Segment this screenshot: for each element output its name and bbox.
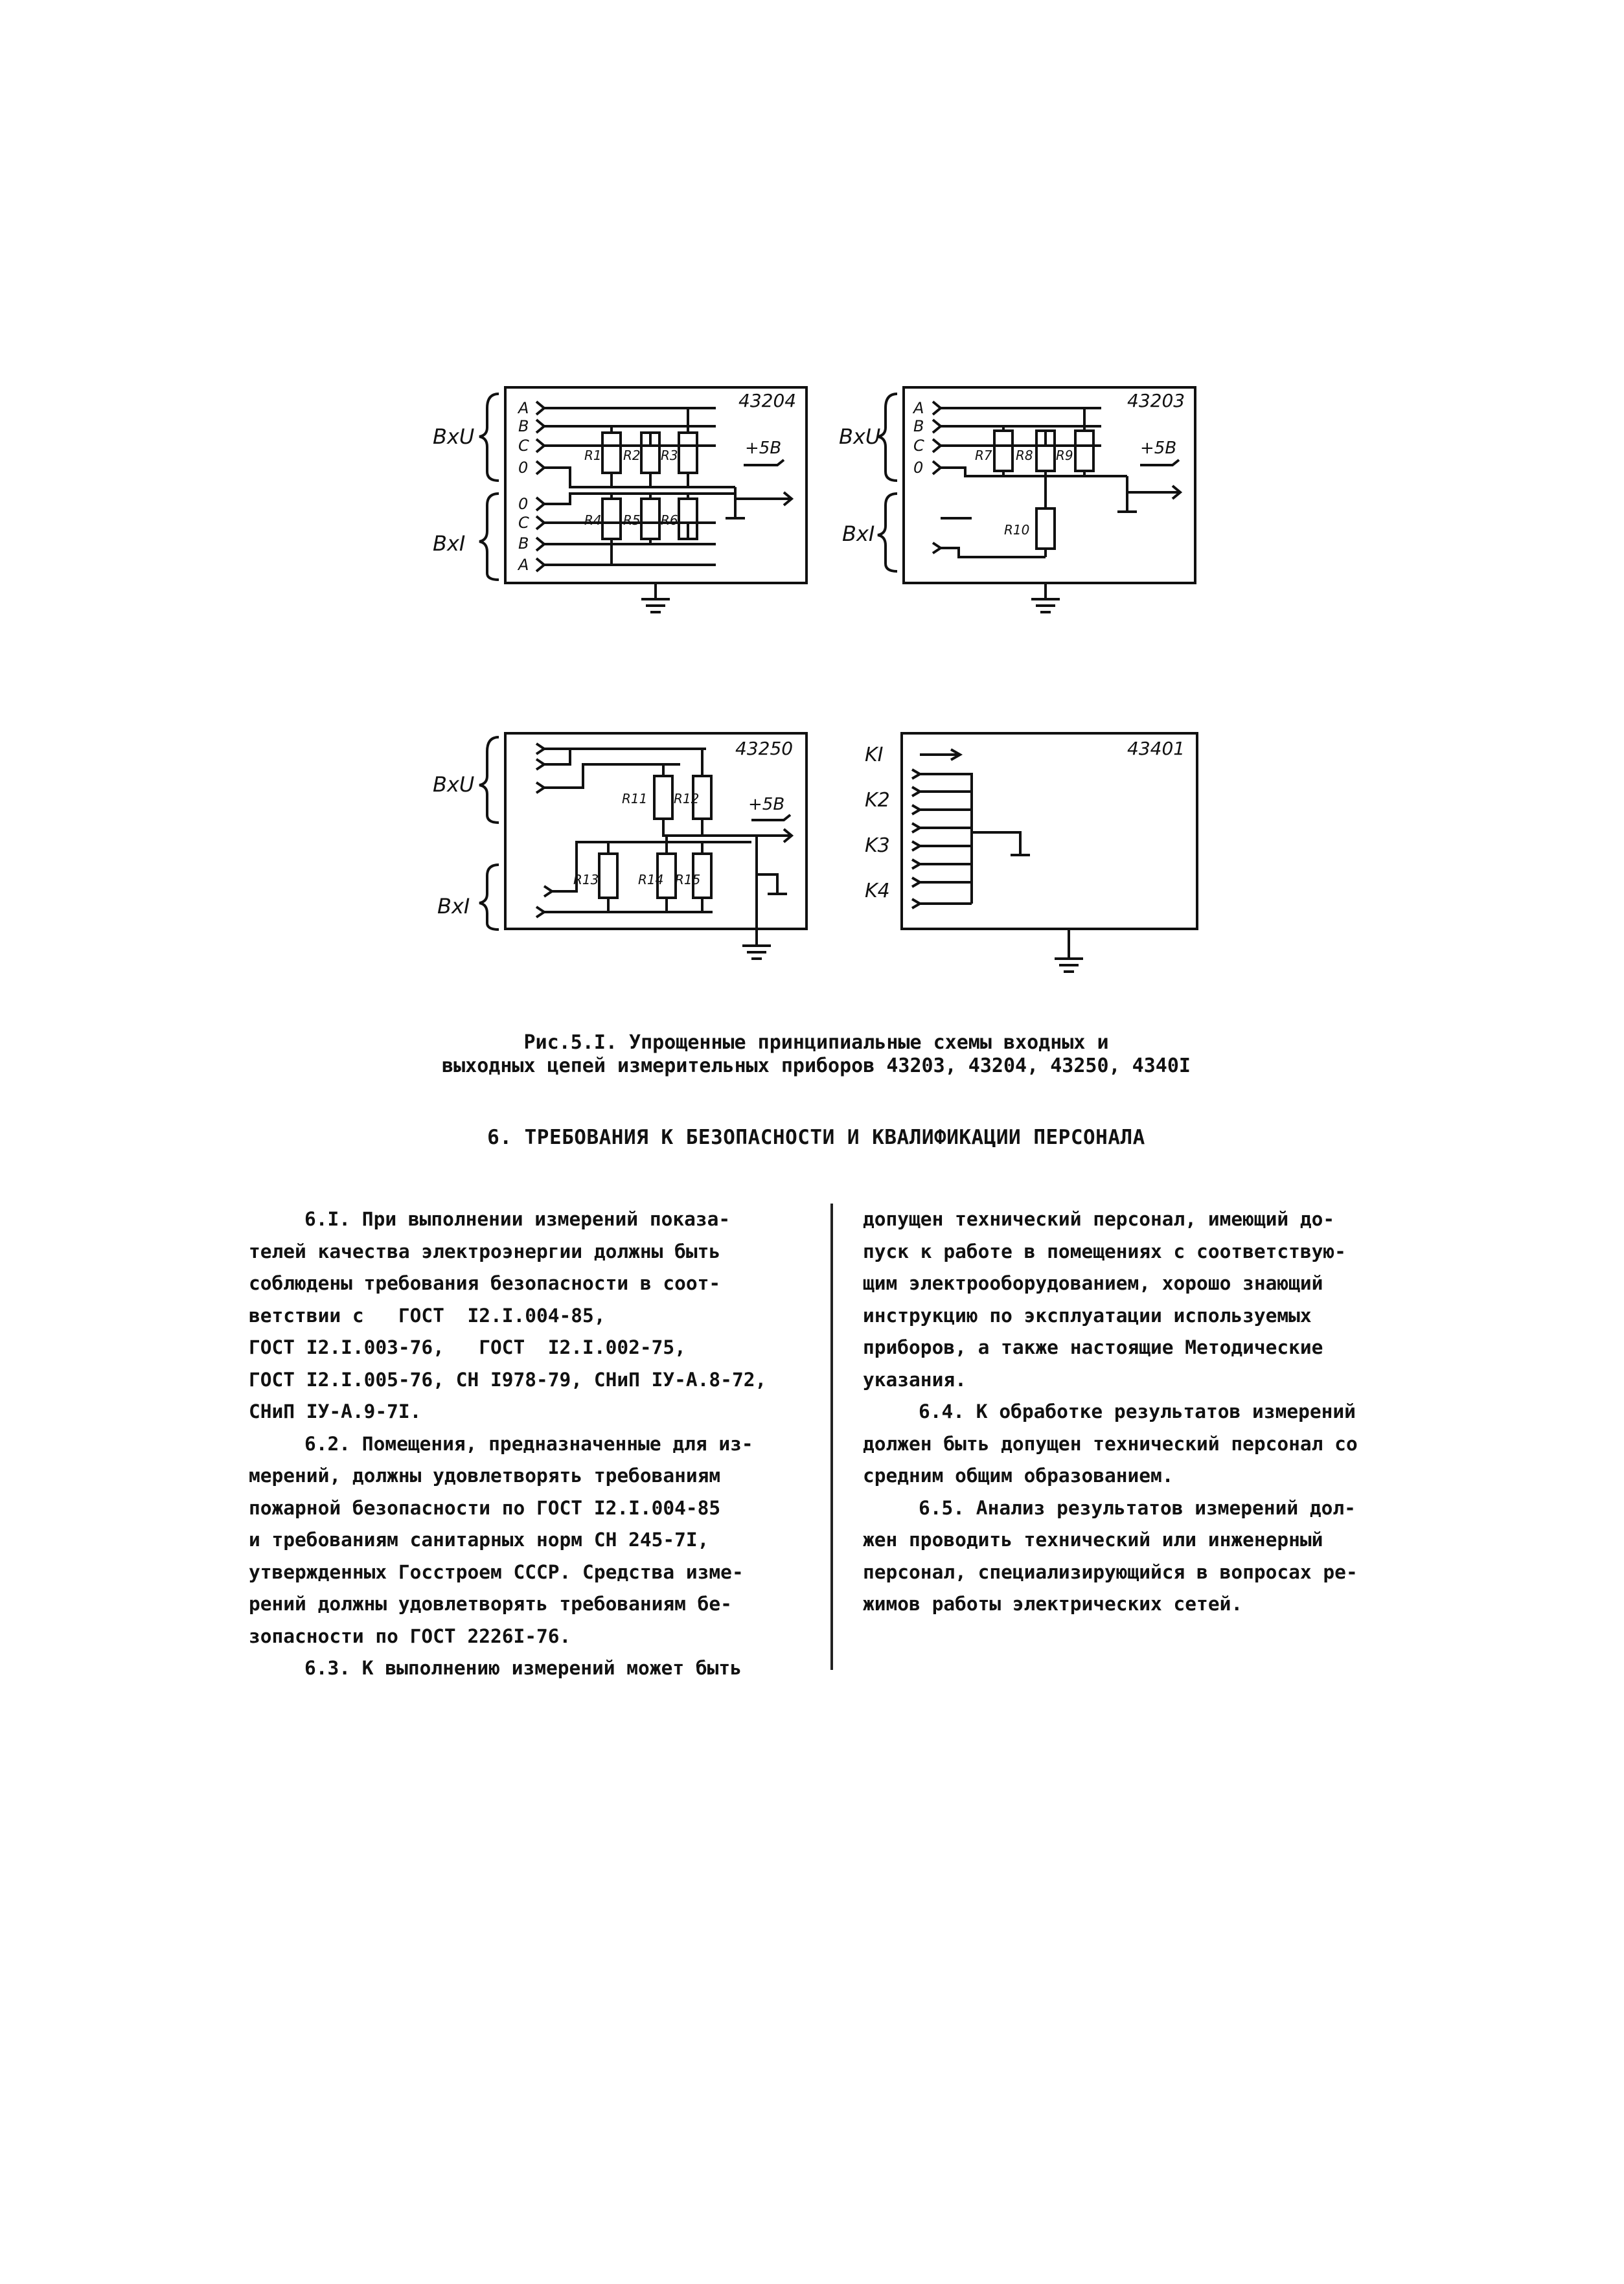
text-line: жимов работы электрических сетей. <box>863 1593 1243 1615</box>
svg-text:B: B <box>913 417 924 435</box>
svg-text:C: C <box>518 437 529 455</box>
svg-text:A: A <box>913 399 924 417</box>
svg-text:C: C <box>913 437 924 455</box>
section-heading: 6. ТРЕБОВАНИЯ К БЕЗОПАСНОСТИ И КВАЛИФИКАЦИИ ПЕРСОНАЛА <box>487 1126 1145 1149</box>
column-divider <box>830 1204 833 1670</box>
device-number: 43250 <box>735 738 794 759</box>
svg-text:0: 0 <box>913 459 924 477</box>
device-number: 43401 <box>1127 738 1185 759</box>
text-line: 6.I. При выполнении измерений показа- <box>304 1208 731 1230</box>
diagram-43250 <box>433 733 806 959</box>
svg-text:K3: K3 <box>865 834 890 857</box>
svg-text:R1: R1 <box>584 448 602 463</box>
svg-text:K4: K4 <box>865 880 890 902</box>
text-line: ветствии с ГОСТ I2.I.004-85, <box>249 1304 606 1327</box>
text-line: 6.2. Помещения, предназначенные для из- <box>304 1432 753 1455</box>
text-line: приборов, а также настоящие Методические <box>863 1336 1323 1358</box>
text-line: средним общим образованием. <box>863 1465 1174 1487</box>
supply-label: +5B <box>1140 439 1177 458</box>
supply-label: +5B <box>745 439 782 458</box>
text-line: допущен технический персонал, имеющий до- <box>863 1208 1335 1230</box>
diagram-43204 <box>433 387 806 612</box>
group-label-bxi: BxI <box>437 894 470 919</box>
text-line: пожарной безопасности по ГОСТ I2.I.004-85 <box>249 1496 721 1519</box>
svg-text:R2: R2 <box>623 448 641 463</box>
text-line: жен проводить технический или инженерный <box>863 1529 1323 1551</box>
group-label-bxi: BxI <box>842 521 875 546</box>
device-number: 43204 <box>738 390 797 411</box>
svg-text:K2: K2 <box>865 789 890 812</box>
text-line: телей качества электроэнергии должны быть <box>249 1240 721 1262</box>
group-label-bxu: BxU <box>433 772 475 797</box>
text-line: мерений, должны удовлетворять требованиям <box>249 1465 721 1487</box>
svg-text:R9: R9 <box>1056 448 1073 463</box>
svg-text:R13: R13 <box>573 872 599 887</box>
svg-text:B: B <box>518 534 529 553</box>
svg-text:R11: R11 <box>622 791 648 806</box>
diagram-43203 <box>839 387 1195 612</box>
figure-caption <box>363 1031 1270 1078</box>
svg-text:0: 0 <box>518 459 529 477</box>
svg-text:C: C <box>518 514 529 532</box>
text-line: ГОСТ I2.I.003-76, ГОСТ I2.I.002-75, <box>249 1336 686 1358</box>
text-line: утвержденных Госстроем СССР. Средства изме- <box>249 1560 744 1583</box>
svg-text:R12: R12 <box>674 791 700 806</box>
right-column <box>863 1204 1449 1621</box>
text-line: щим электрооборудованием, хорошо знающий <box>863 1272 1323 1294</box>
text-line: должен быть допущен технический персонал со <box>863 1432 1358 1455</box>
caption-line-2: выходных цепей измерительных приборов 43203, 43204, 43250, 4340I <box>442 1055 1191 1077</box>
svg-text:KI: KI <box>865 744 884 766</box>
svg-text:R6: R6 <box>661 512 678 528</box>
diagram-43401 <box>865 733 1197 972</box>
text-line: инструкцию по эксплуатации используемых <box>863 1304 1312 1327</box>
svg-text:0: 0 <box>518 495 529 513</box>
svg-text:A: A <box>518 556 529 574</box>
svg-text:R4: R4 <box>584 512 602 528</box>
svg-text:R15: R15 <box>675 872 701 887</box>
text-line: и требованиям санитарных норм СН 245-7I, <box>249 1529 709 1551</box>
device-number: 43203 <box>1127 390 1185 411</box>
text-line: рений должны удовлетворять требованиям бе- <box>249 1593 732 1615</box>
left-column <box>249 1204 832 1685</box>
circuit-diagrams <box>0 0 1624 1011</box>
text-line: зопасности по ГОСТ 2226I-76. <box>249 1625 571 1647</box>
group-label-bxu: BxU <box>433 424 475 449</box>
svg-text:R5: R5 <box>623 512 641 528</box>
text-line: 6.5. Анализ результатов измерений дол- <box>919 1496 1356 1519</box>
svg-text:R14: R14 <box>638 872 664 887</box>
supply-label: +5B <box>748 795 785 814</box>
caption-line-1: Рис.5.I. Упрощенные принципиальные схемы входных и <box>523 1031 1109 1054</box>
text-line: 6.4. К обработке результатов измерений <box>919 1400 1356 1422</box>
svg-text:R7: R7 <box>975 448 992 463</box>
text-line: СНиП IУ-А.9-7I. <box>249 1400 422 1422</box>
svg-text:A: A <box>518 399 529 417</box>
text-line: персонал, специализирующийся в вопросах ре- <box>863 1560 1358 1583</box>
group-label-bxi: BxI <box>433 531 466 556</box>
text-line: ГОСТ I2.I.005-76, СН I978-79, СНиП IУ-А.8-72, <box>249 1368 767 1391</box>
text-line: соблюдены требования безопасности в соот- <box>249 1272 721 1294</box>
text-line: указания. <box>863 1368 966 1391</box>
svg-text:R3: R3 <box>661 448 678 463</box>
svg-text:R8: R8 <box>1016 448 1033 463</box>
text-line: пуск к работе в помещениях с соответствую- <box>863 1240 1346 1262</box>
text-line: 6.3. К выполнению измерений может быть <box>304 1657 742 1679</box>
group-label-bxu: BxU <box>839 424 881 449</box>
svg-text:B: B <box>518 417 529 435</box>
svg-text:R10: R10 <box>1004 522 1030 538</box>
